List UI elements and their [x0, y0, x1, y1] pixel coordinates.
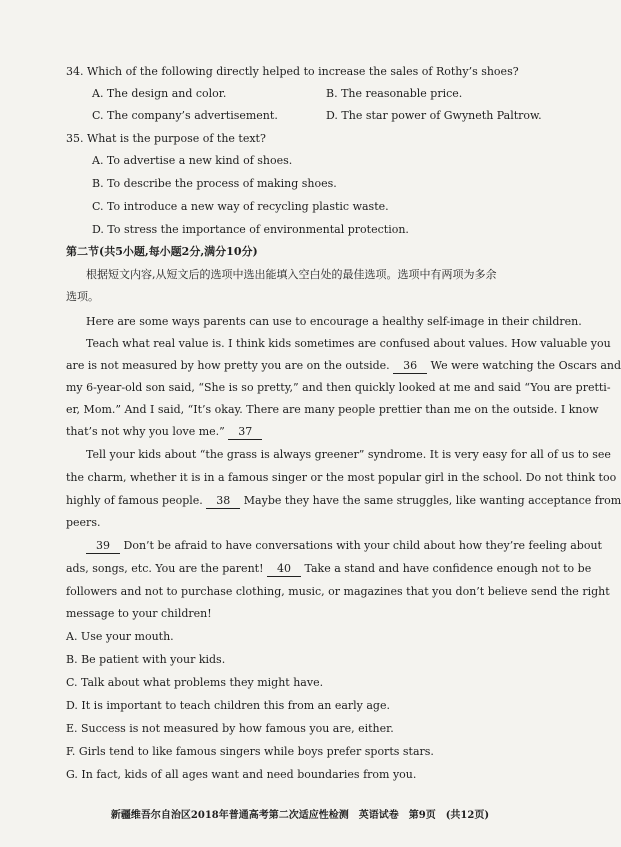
passage-p3-line3a: highly of famous people. [66, 494, 203, 507]
q35-option-a: A. To advertise a new kind of shoes. [92, 154, 293, 167]
q34-option-d: D. The star power of Gwyneth Paltrow. [326, 109, 542, 122]
passage-p4-line1 [86, 538, 602, 554]
section2-instruction-line2: 选项。 [66, 290, 99, 303]
passage-p2-line1: Teach what real value is. I think kids sometimes are confused about values. How valuable you [86, 337, 611, 350]
section2-heading: 第二节(共5小题,每小题2分,满分10分) [66, 245, 258, 258]
q35-option-d: D. To stress the importance of environmental protection. [92, 223, 409, 236]
option-g: G. In fact, kids of all ages want and need boundaries from you. [66, 768, 417, 781]
passage-p3-line3 [66, 493, 621, 509]
option-e: E. Success is not measured by how famous you are, either. [66, 722, 394, 735]
option-b: B. Be patient with your kids. [66, 653, 226, 666]
q34-option-c: C. The company’s advertisement. [92, 109, 278, 122]
passage-p1: Here are some ways parents can use to encourage a healthy self-image in their children. [86, 315, 582, 328]
passage-p2-line2a: are is not measured by how pretty you are on the outside. [66, 359, 390, 372]
blank-37[interactable]: 37 [228, 424, 262, 440]
passage-p3-line2: the charm, whether it is in a famous singer or the most popular girl in the school. Do not think too [66, 471, 617, 484]
q34-option-b: B. The reasonable price. [326, 87, 463, 100]
passage-p4-line1b: Don’t be afraid to have conversations with your child about how they’re feeling about [123, 539, 602, 552]
passage-p2-line2b: We were watching the Oscars and [430, 359, 621, 372]
passage-p2-line3: my 6-year-old son said, “She is so pretty,” and then quickly looked at me and said “You are pretti- [66, 381, 611, 394]
option-a: A. Use your mouth. [66, 630, 174, 643]
passage-p2-line5 [66, 424, 538, 440]
blank-36[interactable]: 36 [393, 358, 427, 374]
page-footer: 新疆维吾尔自治区2018年普通高考第二次适应性检测 英语试卷 第9页 (共12页) [110, 810, 490, 821]
passage-p2-line5a: that’s not why you love me.” [66, 425, 225, 438]
passage-p3-line3b: Maybe they have the same struggles, like wanting acceptance from [243, 494, 621, 507]
passage-p3-line4: peers. [66, 516, 101, 529]
passage-p4-line2b: Take a stand and have confidence enough not to be [304, 562, 592, 575]
blank-38[interactable]: 38 [206, 493, 240, 509]
option-f: F. Girls tend to like famous singers while boys prefer sports stars. [66, 745, 434, 758]
q34-question: 34. Which of the following directly helped to increase the sales of Rothy’s shoes? [66, 65, 519, 78]
option-c: C. Talk about what problems they might have. [66, 676, 324, 689]
q35-option-b: B. To describe the process of making shoes. [92, 177, 337, 190]
option-d: D. It is important to teach children this from an early age. [66, 699, 390, 712]
passage-p4-line4: message to your children! [66, 607, 212, 620]
blank-39[interactable]: 39 [86, 538, 120, 554]
passage-p4-line2 [66, 561, 592, 577]
q35-option-c: C. To introduce a new way of recycling plastic waste. [92, 200, 389, 213]
section2-instruction-line1: 根据短文内容,从短文后的选项中选出能填入空白处的最佳选项。选项中有两项为多余 [86, 268, 497, 281]
passage-p3-line1: Tell your kids about “the grass is always greener” syndrome. It is very easy for all of us to see [86, 448, 611, 461]
passage-p4-line2a: ads, songs, etc. You are the parent! [66, 562, 264, 575]
q34-option-a: A. The design and color. [92, 87, 227, 100]
passage-p2-line2 [66, 358, 621, 374]
q35-question: 35. What is the purpose of the text? [66, 132, 266, 145]
passage-p2-line4: er, Mom.” And I said, “It’s okay. There are many people prettier than me on the outside. I know [66, 403, 599, 416]
blank-40[interactable]: 40 [267, 561, 301, 577]
passage-p4-line3: followers and not to purchase clothing, music, or magazines that you don’t believe send the right [66, 585, 610, 598]
